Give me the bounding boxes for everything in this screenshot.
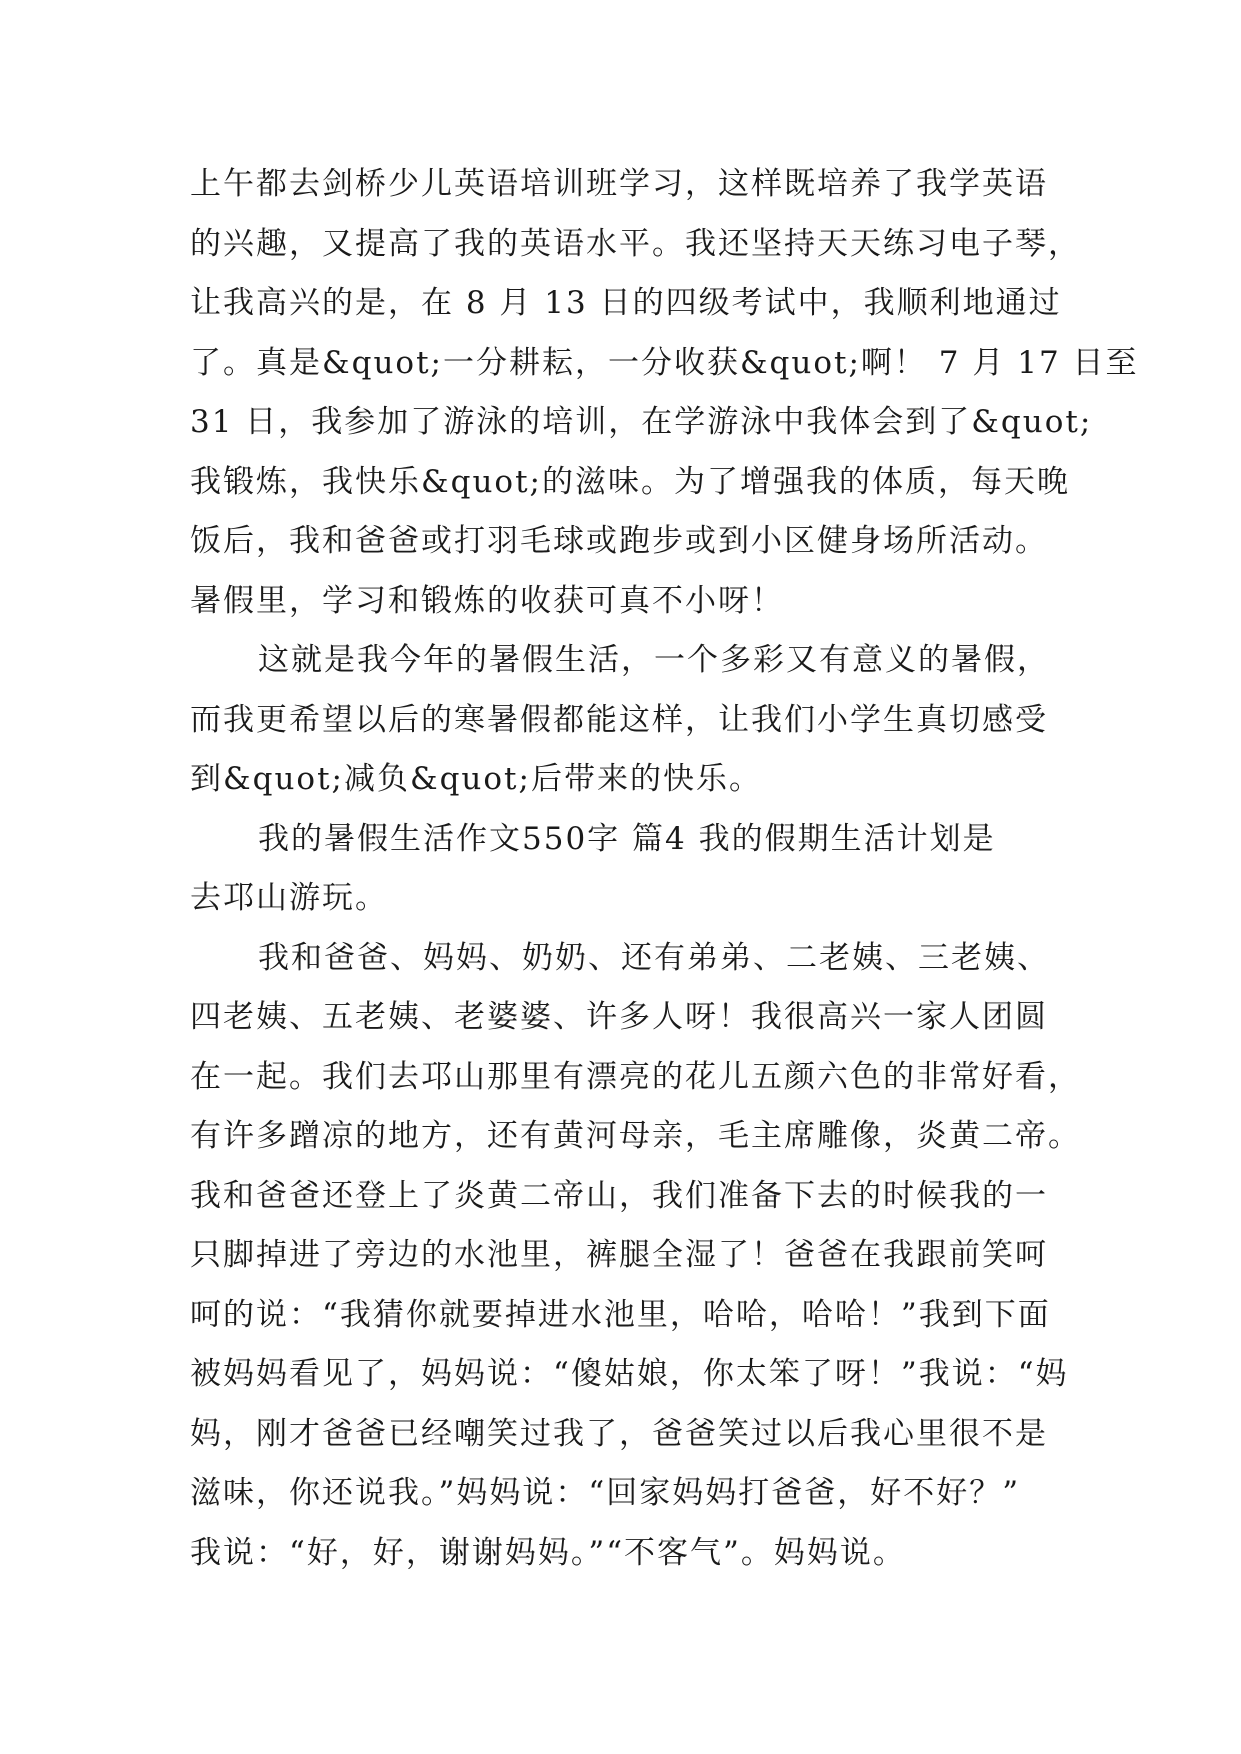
text-line: 妈，刚才爸爸已经嘲笑过我了，爸爸笑过以后我心里很不是 <box>190 1415 1048 1452</box>
text-line: 上午都去剑桥少儿英语培训班学习，这样既培养了我学英语 <box>190 166 1048 202</box>
text-line: 我锻炼，我快乐&quot;的滋味。为了增强我的体质，每天晚 <box>190 463 1070 500</box>
text-line: 四老姨、五老姨、老婆婆、许多人呀！我很高兴一家人团圆 <box>190 999 1048 1035</box>
text-line: 而我更希望以后的寒暑假都能这样，让我们小学生真切感受 <box>190 701 1048 738</box>
text-line: 我说：“好，好，谢谢妈妈。”“不客气”。妈妈说。 <box>190 1534 906 1571</box>
text-line: 了。真是&quot;一分耕耘，一分收获&quot;啊！ 7 月 17 日至 <box>190 344 1139 381</box>
text-line: 滋味，你还说我。”妈妈说：“回家妈妈打爸爸，好不好？” <box>190 1475 1021 1511</box>
text-line: 有许多蹭凉的地方，还有黄河母亲，毛主席雕像，炎黄二帝。 <box>190 1118 1081 1154</box>
text-line: 只脚掉进了旁边的水池里，裤腿全湿了！爸爸在我跟前笑呵 <box>190 1237 1048 1273</box>
text-line: 在一起。我们去邛山那里有漂亮的花儿五颜六色的非常好看， <box>190 1058 1081 1095</box>
essay-body <box>190 155 1139 1583</box>
text-line: 让我高兴的是，在 8 月 13 日的四级考试中，我顺利地通过 <box>190 285 1062 321</box>
text-line: 到&quot;减负&quot;后带来的快乐。 <box>190 761 762 797</box>
paragraph-first-line: 这就是我今年的暑假生活，一个多彩又有意义的暑假， <box>258 642 1050 678</box>
text-line: 被妈妈看见了，妈妈说：“傻姑娘，你太笨了呀！”我说：“妈 <box>190 1356 1069 1392</box>
text-line: 呵的说：“我猜你就要掉进水池里，哈哈，哈哈！”我到下面 <box>190 1296 1051 1333</box>
text-line: 饭后，我和爸爸或打羽毛球或跑步或到小区健身场所活动。 <box>190 523 1048 559</box>
text-line: 的兴趣，又提高了我的英语水平。我还坚持天天练习电子琴， <box>190 225 1081 262</box>
section-heading-line: 我的暑假生活作文550字 篇4 我的假期生活计划是 <box>258 820 996 857</box>
paragraph-first-line: 我和爸爸、妈妈、奶奶、还有弟弟、二老姨、三老姨、 <box>258 939 1050 976</box>
text-line: 我和爸爸还登上了炎黄二帝山，我们准备下去的时候我的一 <box>190 1177 1048 1214</box>
text-line: 31 日，我参加了游泳的培训，在学游泳中我体会到了&quot; <box>190 404 1093 440</box>
text-line: 暑假里，学习和锻炼的收获可真不小呀！ <box>190 582 784 619</box>
text-line: 去邛山游玩。 <box>190 880 388 916</box>
